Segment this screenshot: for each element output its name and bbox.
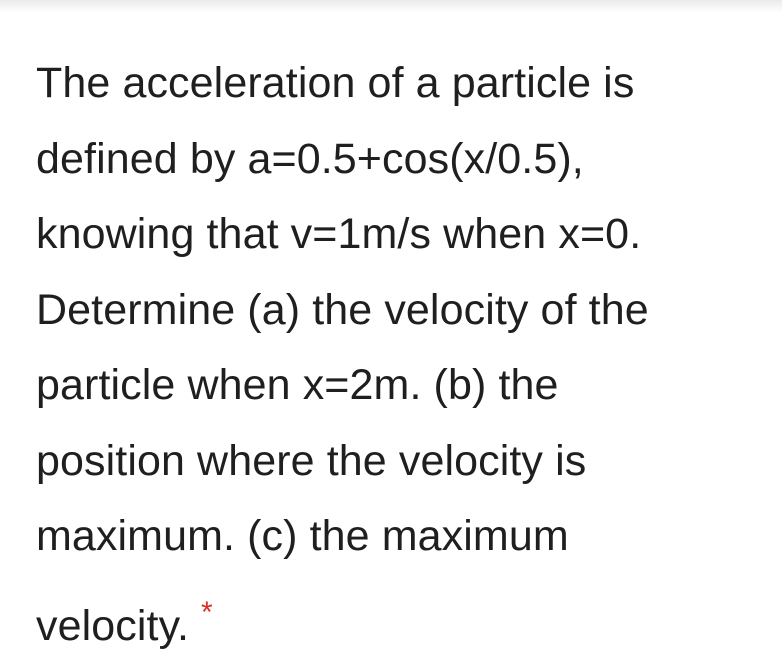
question-line-3: knowing that v=1m/s when x=0. — [36, 210, 642, 258]
question-line-7: maximum. (c) the maximum — [36, 512, 569, 560]
question-line-4: Determine (a) the velocity of the — [36, 285, 649, 334]
question-line-2: defined by a=0.5+cos(x/0.5), — [36, 134, 584, 183]
top-divider — [0, 0, 782, 12]
question-line-1: The acceleration of a particle is — [36, 59, 635, 107]
question-line-6: position where the velocity is — [36, 436, 587, 485]
question-line-8 — [36, 575, 776, 665]
question-line-5: particle when x=2m. (b) the — [36, 361, 559, 409]
required-asterisk: * — [201, 595, 213, 629]
question-text — [36, 46, 776, 664]
question-line-8-text: velocity. — [36, 601, 190, 650]
